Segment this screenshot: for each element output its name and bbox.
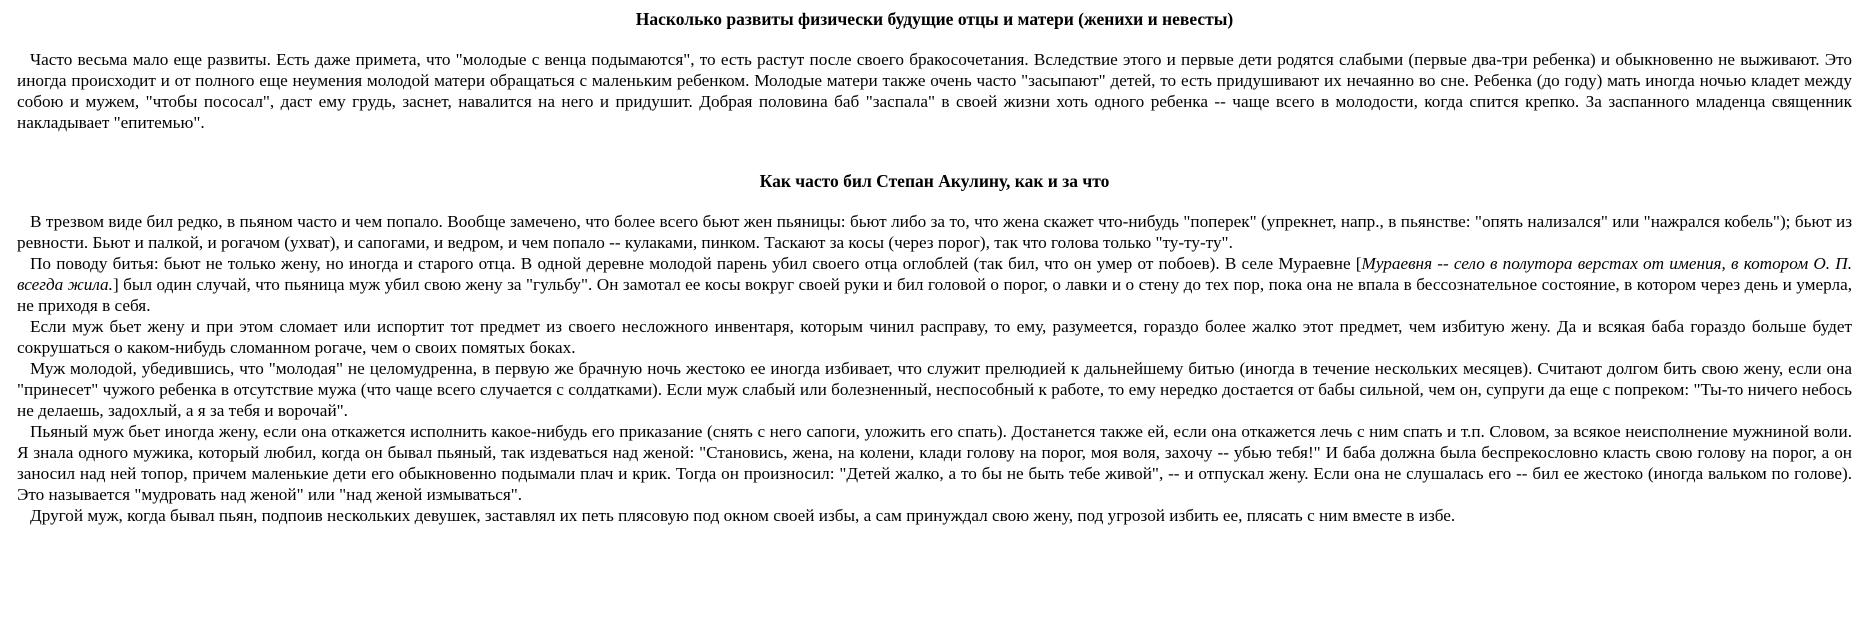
section-development: [17, 8, 1852, 133]
paragraph: [17, 253, 1852, 316]
paragraph: Пьяный муж бьет иногда жену, если она откажется исполнить какое-нибудь его приказание (снять с него сапоги, уложить его спать). Достанется также ей, если она откажется лечь с ним спать и т.п. Словом, за всякое неисполнение мужниной воли. Я знала одного мужика, который любил, когда он бывал пьяный, так издеваться над женой: "Становись, жена, на колени, клади голову на порог, моя воля, захочу -- убью тебя!" И баба должна была беспрекословно класть свою голову на порог, а он заносил над ней топор, причем маленькие дети его обыкновенно подымали плач и крик. Тогда он произносил: "Детей жалко, а то бы не быть тебе живой", -- и отпускал жену. Если она не слушалась его -- бил ее жестоко (иногда вальком по голове). Это называется "мудровать над женой" или "над женой измываться".: [17, 422, 1852, 504]
paragraph: Другой муж, когда бывал пьян, подпоив нескольких девушек, заставлял их петь плясовую под окном своей избы, а сам принуждал свою жену, под угрозой избить ее, плясать с ним вместе в избе.: [30, 506, 1456, 525]
paragraph-text: По поводу битья: бьют не только жену, но иногда и старого отца. В одной деревне молодой парень убил своего отца оглоблей (так бил, что он умер от побоев). В селе Мураевне [: [30, 254, 1362, 273]
paragraph: В трезвом виде бил редко, в пьяном часто и чем попало. Вообще замечено, что более всего бьют жен пьяницы: бьют либо за то, что жена скажет что-нибудь "поперек" (упрекнет, напр., в пьянстве: "опять нализался" или "нажрался кобель"); бьют из ревности. Бьют и палкой, и рогачом (ухват), и сапогами, и ведром, и чем попало -- кулаками, пинком. Таскают за косы (через порог), так что голова только "ту-ту-ту".: [17, 212, 1852, 252]
editorial-note: Мураевня -- село в полутора верстах от имения, в котором О. П. всегда жила.: [17, 254, 1852, 294]
section-heading: Как часто бил Степан Акулину, как и за что: [759, 171, 1110, 191]
paragraph: Часто весьма мало еще развиты. Есть даже примета, что "молодые с венца подымаются", то есть растут после своего бракосочетания. Вследствие этого и первые дети родятся слабыми (первые два-три ребенка) и обыкновенно не выживают. Это иногда происходит и от полного еще неумения молодой матери обращаться с маленьким ребенком. Молодые матери также очень часто "засыпают" детей, то есть придушивают их нечаянно во сне. Ребенка (до году) мать иногда ночью кладет между собою и мужем, "чтобы пососал", даст ему грудь, заснет, навалится на него и придушит. Добрая половина баб "заспала" в своей жизни хоть одного ребенка -- чаще всего в молодости, когда спится крепко. За заспанного младенца священник накладывает "епитемью".: [17, 50, 1852, 132]
paragraph: Если муж бьет жену и при этом сломает или испортит тот предмет из своего несложного инвентаря, которым чинил расправу, то ему, разумеется, гораздо более жалко этот предмет, чем избитую жену. Да и всякая баба гораздо больше будет сокрушаться о каком-нибудь сломанном рогаче, чем о своих помятых боках.: [17, 317, 1852, 357]
paragraph: Муж молодой, убедившись, что "молодая" не целомудренна, в первую же брачную ночь жестоко ее иногда избивает, что служит прелюдией к дальнейшему битью (иногда в течение нескольких месяцев). Считают долгом бить свою жену, если она "принесет" чужого ребенка в отсутствие мужа (что чаще всего случается с солдатками). Если муж слабый или болезненный, неспособный к работе, то ему нередко достается от бабы сильной, чем он, супруги да еще с попреком: "Ты-то ничего небось не делаешь, задохлый, а я за тебя и ворочай".: [17, 359, 1852, 420]
paragraph-text: ] был один случай, что пьяница муж убил свою жену за "гульбу". Он замотал ее косы вокруг своей руки и бил головой о порог, о лавки и о стену до тех пор, пока она не впала в бессознательное состояние, в котором через день и умерла, не приходя в себя.: [17, 275, 1852, 315]
section-beatings: [17, 170, 1852, 526]
section-heading: Насколько развиты физически будущие отцы и матери (женихи и невесты): [635, 9, 1234, 29]
